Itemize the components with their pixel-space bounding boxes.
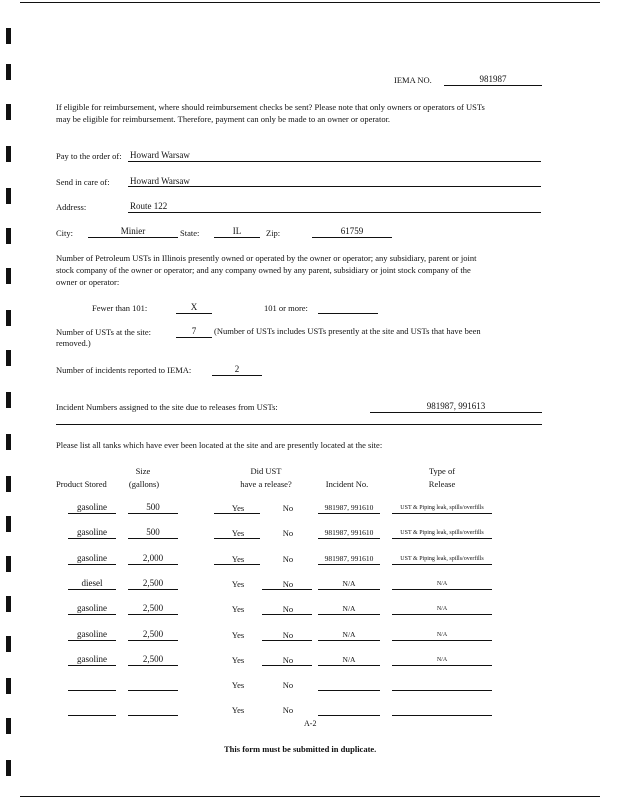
type-underline	[392, 640, 492, 641]
tank-release-type: UST & Piping leak, spills/overfills	[400, 530, 484, 536]
size-underline	[128, 564, 178, 565]
address-value: Route 122	[130, 201, 168, 211]
scan-mark	[6, 228, 11, 244]
release-yes-label: Yes	[231, 680, 245, 690]
size-underline	[128, 665, 178, 666]
scan-mark	[6, 476, 11, 492]
release-no-underline	[262, 665, 312, 666]
size-underline	[128, 715, 178, 716]
tank-incident: N/A	[342, 579, 356, 588]
scan-mark	[6, 104, 11, 120]
incident-underline	[318, 513, 380, 514]
release-no-label: No	[282, 579, 294, 589]
list-intro: Please list all tanks which have ever been located at the site and are presently located at the site:	[56, 440, 383, 450]
scan-mark	[6, 28, 11, 44]
type-underline	[392, 715, 492, 716]
product-underline	[68, 513, 116, 514]
scan-mark	[6, 596, 11, 612]
col-header-type-sub: Release	[428, 479, 456, 489]
size-underline	[128, 614, 178, 615]
tank-release-type: UST & Piping leak, spills/overfills	[400, 556, 484, 562]
scan-mark	[6, 64, 11, 80]
product-underline	[68, 589, 116, 590]
tank-release-type: N/A	[436, 581, 448, 587]
scan-mark	[6, 636, 11, 652]
fewer-value: X	[190, 302, 198, 312]
top-border	[20, 2, 600, 3]
incident-underline	[318, 715, 380, 716]
intro-paragraph: If eligible for reimbursement, where should reimbursement checks be sent? Please note that only owners or operators of USTs may be eligible for reimbursement. Therefore, payment can only be made to an owner or operator.	[56, 102, 485, 124]
release-yes-label: Yes	[231, 579, 245, 589]
release-yes-label: Yes	[231, 528, 245, 538]
incident-underline	[318, 690, 380, 691]
tank-incident: 981987, 991610	[324, 554, 374, 563]
scan-mark	[6, 146, 11, 162]
release-yes-label: Yes	[231, 604, 245, 614]
tank-size: 500	[146, 527, 160, 537]
product-underline	[68, 665, 116, 666]
state-underline	[214, 237, 260, 238]
send-label: Send in care of:	[56, 177, 110, 187]
type-underline	[392, 538, 492, 539]
product-underline	[68, 614, 116, 615]
release-no-underline	[262, 640, 312, 641]
iema-label: IEMA NO.	[394, 75, 432, 85]
release-yes-underline	[214, 564, 260, 565]
city-label: City:	[56, 228, 74, 238]
page-number: A-2	[304, 719, 317, 728]
tank-product: gasoline	[77, 629, 107, 639]
col-header-release-sub: have a release?	[240, 479, 292, 489]
type-underline	[392, 690, 492, 691]
tank-release-type: N/A	[436, 632, 448, 638]
size-underline	[128, 589, 178, 590]
incident-numbers-underline	[370, 412, 542, 413]
tank-product: gasoline	[77, 527, 107, 537]
footer-note: This form must be submitted in duplicate.	[224, 744, 377, 754]
scan-mark	[6, 516, 11, 532]
city-value: Minier	[120, 226, 146, 236]
tank-incident: N/A	[342, 630, 356, 639]
release-no-label: No	[282, 630, 294, 640]
product-underline	[68, 640, 116, 641]
scan-mark	[6, 188, 11, 204]
incidents-value: 2	[234, 364, 240, 374]
tank-product: diesel	[81, 578, 103, 588]
type-underline	[392, 513, 492, 514]
type-underline	[392, 564, 492, 565]
col-header-size-unit: (gallons)	[128, 479, 160, 489]
state-value: IL	[232, 226, 242, 236]
release-no-label: No	[282, 655, 294, 665]
size-underline	[128, 538, 178, 539]
scan-mark	[6, 392, 11, 408]
tank-size: 2,000	[142, 553, 164, 563]
scan-mark	[6, 350, 11, 366]
release-yes-label: Yes	[231, 503, 245, 513]
type-underline	[392, 614, 492, 615]
release-no-label: No	[282, 680, 294, 690]
release-no-underline	[262, 589, 312, 590]
petroleum-ust-paragraph: Number of Petroleum USTs in Illinois presently owned or operated by the owner or operator; any subsidiary, parent or joint stock company of the owner or operator; and any company owned by any parent, subsidiary or joint stock company of the owner or operator:	[56, 253, 477, 287]
incident-underline	[318, 640, 380, 641]
more-label: 101 or more:	[264, 303, 308, 313]
scan-mark	[6, 760, 11, 776]
product-underline	[68, 715, 116, 716]
tank-release-type: N/A	[436, 606, 448, 612]
tank-size: 2,500	[142, 578, 164, 588]
scan-mark	[6, 678, 11, 694]
incident-underline	[318, 538, 380, 539]
scan-mark	[6, 434, 11, 450]
release-yes-label: Yes	[231, 655, 245, 665]
fewer-underline	[176, 313, 212, 314]
usts-value: 7	[191, 326, 197, 336]
iema-value: 981987	[479, 74, 507, 84]
release-yes-label: Yes	[231, 554, 245, 564]
tank-product: gasoline	[77, 553, 107, 563]
release-no-label: No	[282, 554, 294, 564]
tank-size: 500	[146, 502, 160, 512]
release-yes-underline	[214, 513, 260, 514]
release-no-underline	[262, 614, 312, 615]
type-underline	[392, 589, 492, 590]
tank-product: gasoline	[77, 654, 107, 664]
incident-underline	[318, 589, 380, 590]
address-label: Address:	[56, 202, 87, 212]
scan-mark	[6, 310, 11, 326]
col-header-incident: Incident No.	[325, 479, 369, 489]
release-no-label: No	[282, 705, 294, 715]
iema-underline	[444, 85, 542, 86]
scan-mark	[6, 556, 11, 572]
tank-incident: 981987, 991610	[324, 503, 374, 512]
size-underline	[128, 640, 178, 641]
col-header-release: Did UST	[250, 466, 282, 476]
bottom-border	[20, 796, 600, 797]
tank-size: 2,500	[142, 654, 164, 664]
incidents-underline	[212, 375, 262, 376]
usts-note: (Number of USTs includes USTs presently at the site and USTs that have been removed.)	[56, 326, 481, 348]
scan-mark	[6, 268, 11, 284]
col-header-type: Type of	[428, 466, 456, 476]
zip-value: 61759	[340, 226, 364, 236]
size-underline	[128, 513, 178, 514]
col-header-product: Product Stored	[56, 479, 107, 489]
send-value: Howard Warsaw	[130, 176, 190, 186]
product-underline	[68, 538, 116, 539]
tank-release-type: UST & Piping leak, spills/overfills	[400, 505, 484, 511]
incidents-label: Number of incidents reported to IEMA:	[56, 365, 192, 375]
zip-underline	[312, 237, 392, 238]
state-label: State:	[180, 228, 200, 238]
incident-underline	[318, 614, 380, 615]
incident-underline	[318, 665, 380, 666]
tank-incident: N/A	[342, 655, 356, 664]
release-yes-label: Yes	[231, 705, 245, 715]
pay-label: Pay to the order of:	[56, 151, 122, 161]
type-underline	[392, 665, 492, 666]
release-no-label: No	[282, 503, 294, 513]
size-underline	[128, 690, 178, 691]
section-divider	[56, 424, 542, 425]
address-underline	[128, 212, 541, 213]
usts-label: Number of USTs at the site:	[56, 327, 152, 337]
pay-underline	[128, 161, 541, 162]
tank-product: gasoline	[77, 502, 107, 512]
city-underline	[88, 237, 178, 238]
pay-value: Howard Warsaw	[130, 150, 190, 160]
tank-product: gasoline	[77, 603, 107, 613]
release-no-label: No	[282, 604, 294, 614]
release-yes-underline	[214, 538, 260, 539]
incident-numbers-label: Incident Numbers assigned to the site due to releases from USTs:	[56, 402, 278, 412]
tank-size: 2,500	[142, 603, 164, 613]
product-underline	[68, 564, 116, 565]
send-underline	[128, 186, 541, 187]
product-underline	[68, 690, 116, 691]
fewer-label: Fewer than 101:	[92, 303, 148, 313]
release-yes-label: Yes	[231, 630, 245, 640]
incident-numbers-value: 981987, 991613	[426, 401, 486, 411]
zip-label: Zip:	[266, 228, 281, 238]
tank-incident: N/A	[342, 604, 356, 613]
tank-release-type: N/A	[436, 657, 448, 663]
more-underline	[318, 313, 378, 314]
release-no-label: No	[282, 528, 294, 538]
scan-mark	[6, 718, 11, 734]
tank-incident: 981987, 991610	[324, 528, 374, 537]
incident-underline	[318, 564, 380, 565]
col-header-size: Size	[135, 466, 151, 476]
tank-size: 2,500	[142, 629, 164, 639]
